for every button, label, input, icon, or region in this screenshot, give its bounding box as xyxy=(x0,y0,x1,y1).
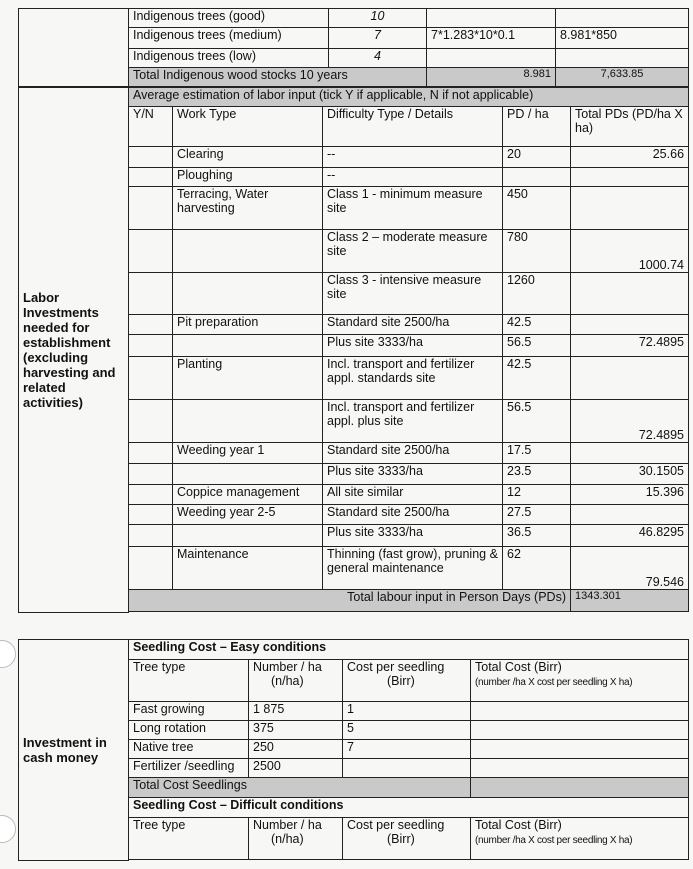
header-detail: Difficulty Type / Details xyxy=(323,107,503,147)
pd-ha: 36.5 xyxy=(503,525,571,547)
pd-ha: 450 xyxy=(503,187,571,230)
total-pds xyxy=(571,168,689,187)
wood-formula: 7*1.283*10*0.1 xyxy=(427,28,556,49)
detail: Standard site 2500/ha xyxy=(323,505,503,525)
work-type xyxy=(173,230,323,273)
number: 1 875 xyxy=(249,702,343,721)
yn-cell[interactable] xyxy=(129,230,173,273)
total-pds: 30.1505 xyxy=(571,464,689,485)
difficult-title: Seedling Cost – Difficult conditions xyxy=(129,798,689,818)
detail: All site similar xyxy=(323,485,503,505)
detail: Thinning (fast grow), pruning & general maintenance xyxy=(323,547,503,590)
detail: Standard site 2500/ha xyxy=(323,315,503,335)
work-type: Pit preparation xyxy=(173,315,323,335)
work-type xyxy=(173,400,323,443)
tree-type: Fast growing xyxy=(129,702,249,721)
pd-ha: 17.5 xyxy=(503,443,571,464)
cost: 1 xyxy=(343,702,471,721)
detail: Incl. transport and fertilizer appl. plus site xyxy=(323,400,503,443)
work-type: Planting xyxy=(173,357,323,400)
total-pds xyxy=(571,273,689,315)
pd-ha: 42.5 xyxy=(503,315,571,335)
wood-count: 4 xyxy=(329,49,427,68)
wood-type: Indigenous trees (medium) xyxy=(129,28,329,49)
easy-title: Seedling Cost – Easy conditions xyxy=(129,640,689,660)
pd-ha xyxy=(503,168,571,187)
labor-avg-title: Average estimation of labor input (tick Y if applicable, N if not applicable) xyxy=(129,88,689,107)
pd-ha: 1260 xyxy=(503,273,571,315)
tree-type: Fertilizer /seedling xyxy=(129,759,249,778)
work-type: Coppice management xyxy=(173,485,323,505)
work-type xyxy=(173,464,323,485)
yn-cell[interactable] xyxy=(129,400,173,443)
pd-ha: 56.5 xyxy=(503,335,571,357)
pd-ha: 780 xyxy=(503,230,571,273)
detail: Incl. transport and fertilizer appl. standards site xyxy=(323,357,503,400)
punch-hole xyxy=(0,640,16,668)
work-type: Clearing xyxy=(173,147,323,168)
pd-ha: 62 xyxy=(503,547,571,590)
cash-table xyxy=(18,639,689,861)
wood-total-v2: 7,633.85 xyxy=(556,68,689,87)
yn-cell[interactable] xyxy=(129,443,173,464)
total-pds: 25.66 xyxy=(571,147,689,168)
labor-total-label: Total labour input in Person Days (PDs) xyxy=(129,590,571,612)
work-type: Weeding year 1 xyxy=(173,443,323,464)
yn-cell[interactable] xyxy=(129,357,173,400)
header-cost: Cost per seedling (Birr) xyxy=(343,818,471,860)
labor-table xyxy=(18,87,689,613)
detail: Plus site 3333/ha xyxy=(323,464,503,485)
yn-cell[interactable] xyxy=(129,315,173,335)
wood-type: Indigenous trees (low) xyxy=(129,49,329,68)
seedlings-total-value xyxy=(471,778,689,798)
yn-cell[interactable] xyxy=(129,525,173,547)
work-type xyxy=(173,335,323,357)
yn-cell[interactable] xyxy=(129,464,173,485)
number: 2500 xyxy=(249,759,343,778)
yn-cell[interactable] xyxy=(129,187,173,230)
yn-cell[interactable] xyxy=(129,147,173,168)
pd-ha: 23.5 xyxy=(503,464,571,485)
wood-result xyxy=(556,9,689,28)
header-total-cost: Total Cost (Birr) (number /ha X cost per seedling X ha) xyxy=(471,818,689,860)
header-yn: Y/N xyxy=(129,107,173,147)
labor-total-value: 1343.301 xyxy=(571,590,689,612)
total-cost xyxy=(471,759,689,778)
pd-ha: 56.5 xyxy=(503,400,571,443)
header-tree-type: Tree type xyxy=(129,818,249,860)
wood-result xyxy=(556,49,689,68)
labor-section-label: Labor Investments needed for establishment (excluding harvesting and related activities) xyxy=(19,88,129,613)
wood-count: 10 xyxy=(329,9,427,28)
header-pd-ha: PD / ha xyxy=(503,107,571,147)
blank-cell xyxy=(19,9,129,87)
yn-cell[interactable] xyxy=(129,485,173,505)
work-type: Weeding year 2-5 xyxy=(173,505,323,525)
pd-ha: 20 xyxy=(503,147,571,168)
wood-count: 7 xyxy=(329,28,427,49)
total-pds xyxy=(571,187,689,230)
yn-cell[interactable] xyxy=(129,547,173,590)
wood-type: Indigenous trees (good) xyxy=(129,9,329,28)
header-total-pds: Total PDs (PD/ha X ha) xyxy=(571,107,689,147)
total-cost xyxy=(471,702,689,721)
total-pds xyxy=(571,505,689,525)
total-pds: 46.8295 xyxy=(571,525,689,547)
detail: Class 2 – moderate measure site xyxy=(323,230,503,273)
total-pds: 15.396 xyxy=(571,485,689,505)
detail: -- xyxy=(323,147,503,168)
cost xyxy=(343,759,471,778)
header-number: Number / ha (n/ha) xyxy=(249,818,343,860)
total-pds: 72.4895 xyxy=(571,400,689,443)
total-cost xyxy=(471,740,689,759)
header-total-cost: Total Cost (Birr) (number /ha X cost per seedling X ha) xyxy=(471,660,689,702)
wood-formula xyxy=(427,9,556,28)
detail: Class 3 - intensive measure site xyxy=(323,273,503,315)
wood-stock-table xyxy=(18,8,689,87)
number: 375 xyxy=(249,721,343,740)
wood-total-v1: 8.981 xyxy=(427,68,556,87)
pd-ha: 12 xyxy=(503,485,571,505)
detail: -- xyxy=(323,168,503,187)
work-type: Terracing, Water harvesting xyxy=(173,187,323,230)
header-work-type: Work Type xyxy=(173,107,323,147)
work-type: Ploughing xyxy=(173,168,323,187)
wood-total-label: Total Indigenous wood stocks 10 years xyxy=(129,68,427,87)
cash-section-label: Investment in cash money xyxy=(19,640,129,861)
yn-cell[interactable] xyxy=(129,168,173,187)
work-type xyxy=(173,273,323,315)
total-pds xyxy=(571,443,689,464)
pd-ha: 27.5 xyxy=(503,505,571,525)
yn-cell[interactable] xyxy=(129,273,173,315)
detail: Plus site 3333/ha xyxy=(323,525,503,547)
detail: Standard site 2500/ha xyxy=(323,443,503,464)
tree-type: Native tree xyxy=(129,740,249,759)
header-number: Number / ha (n/ha) xyxy=(249,660,343,702)
number: 250 xyxy=(249,740,343,759)
header-cost: Cost per seedling (Birr) xyxy=(343,660,471,702)
total-pds xyxy=(571,357,689,400)
wood-formula xyxy=(427,49,556,68)
total-cost xyxy=(471,721,689,740)
total-pds: 79.546 xyxy=(571,547,689,590)
total-pds: 1000.74 xyxy=(571,230,689,273)
cost: 7 xyxy=(343,740,471,759)
yn-cell[interactable] xyxy=(129,335,173,357)
tree-type: Long rotation xyxy=(129,721,249,740)
wood-result: 8.981*850 xyxy=(556,28,689,49)
cost: 5 xyxy=(343,721,471,740)
total-pds xyxy=(571,315,689,335)
work-type: Maintenance xyxy=(173,547,323,590)
work-type xyxy=(173,525,323,547)
detail: Plus site 3333/ha xyxy=(323,335,503,357)
punch-hole xyxy=(0,815,16,843)
seedlings-total-label: Total Cost Seedlings xyxy=(129,778,471,798)
detail: Class 1 - minimum measure site xyxy=(323,187,503,230)
pd-ha: 42.5 xyxy=(503,357,571,400)
total-pds: 72.4895 xyxy=(571,335,689,357)
header-tree-type: Tree type xyxy=(129,660,249,702)
yn-cell[interactable] xyxy=(129,505,173,525)
